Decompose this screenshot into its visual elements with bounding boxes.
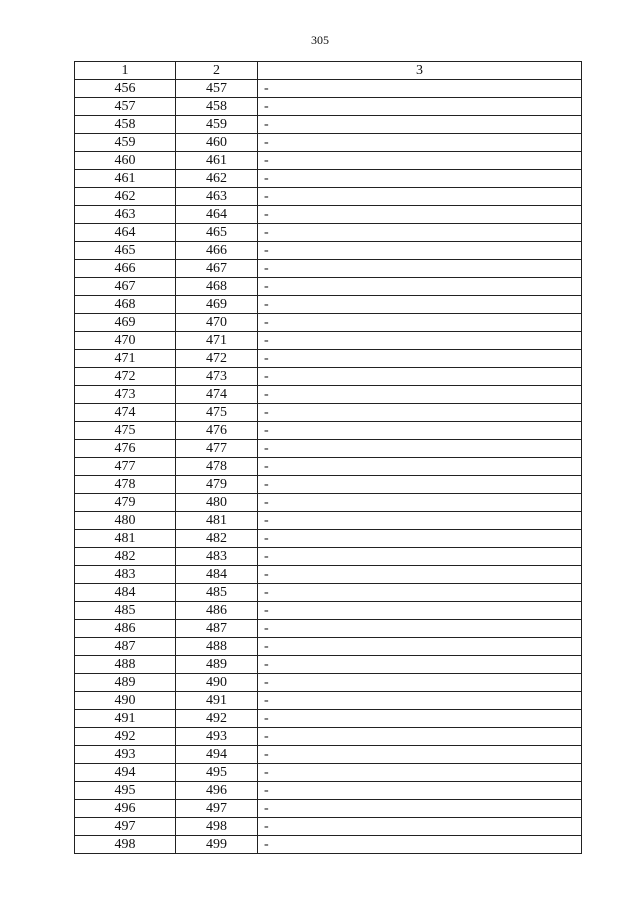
description-cell: - [258, 476, 582, 494]
next-number-cell: 487 [176, 620, 258, 638]
table-row [75, 314, 582, 332]
next-number-cell: 478 [176, 458, 258, 476]
description-cell: - [258, 710, 582, 728]
row-number-cell: 477 [75, 458, 176, 476]
next-number-cell: 477 [176, 440, 258, 458]
table-row [75, 170, 582, 188]
next-number-cell: 491 [176, 692, 258, 710]
table-row [75, 440, 582, 458]
table-row [75, 530, 582, 548]
next-number-cell: 463 [176, 188, 258, 206]
next-number-cell: 498 [176, 818, 258, 836]
row-number-cell: 489 [75, 674, 176, 692]
description-cell: - [258, 224, 582, 242]
description-cell: - [258, 566, 582, 584]
table-row [75, 638, 582, 656]
row-number-cell: 486 [75, 620, 176, 638]
table-row [75, 98, 582, 116]
row-number-cell: 474 [75, 404, 176, 422]
table-body [75, 80, 582, 854]
table-row [75, 746, 582, 764]
next-number-cell: 462 [176, 170, 258, 188]
next-number-cell: 458 [176, 98, 258, 116]
description-cell: - [258, 764, 582, 782]
row-number-cell: 482 [75, 548, 176, 566]
next-number-cell: 474 [176, 386, 258, 404]
row-number-cell: 493 [75, 746, 176, 764]
description-cell: - [258, 422, 582, 440]
description-cell: - [258, 638, 582, 656]
row-number-cell: 462 [75, 188, 176, 206]
next-number-cell: 459 [176, 116, 258, 134]
description-cell: - [258, 278, 582, 296]
row-number-cell: 458 [75, 116, 176, 134]
row-number-cell: 485 [75, 602, 176, 620]
next-number-cell: 496 [176, 782, 258, 800]
table-row [75, 350, 582, 368]
next-number-cell: 467 [176, 260, 258, 278]
table-row [75, 332, 582, 350]
row-number-cell: 480 [75, 512, 176, 530]
description-cell: - [258, 80, 582, 98]
table-row [75, 692, 582, 710]
next-number-cell: 488 [176, 638, 258, 656]
next-number-cell: 483 [176, 548, 258, 566]
table-row [75, 494, 582, 512]
row-number-cell: 492 [75, 728, 176, 746]
next-number-cell: 495 [176, 764, 258, 782]
row-number-cell: 494 [75, 764, 176, 782]
table-row [75, 800, 582, 818]
table-row [75, 548, 582, 566]
table-row [75, 602, 582, 620]
row-number-cell: 490 [75, 692, 176, 710]
table-row [75, 566, 582, 584]
table-row [75, 134, 582, 152]
next-number-cell: 465 [176, 224, 258, 242]
description-cell: - [258, 494, 582, 512]
table-row [75, 188, 582, 206]
description-cell: - [258, 530, 582, 548]
next-number-cell: 481 [176, 512, 258, 530]
next-number-cell: 490 [176, 674, 258, 692]
table-row [75, 764, 582, 782]
next-number-cell: 472 [176, 350, 258, 368]
next-number-cell: 470 [176, 314, 258, 332]
description-cell: - [258, 296, 582, 314]
description-cell: - [258, 170, 582, 188]
table-row [75, 458, 582, 476]
description-cell: - [258, 548, 582, 566]
table-row [75, 818, 582, 836]
next-number-cell: 497 [176, 800, 258, 818]
table-row [75, 206, 582, 224]
table-row [75, 836, 582, 854]
column-header-3: 3 [258, 62, 582, 80]
table-row [75, 116, 582, 134]
table-row [75, 278, 582, 296]
column-header-1: 1 [75, 62, 176, 80]
description-cell: - [258, 314, 582, 332]
next-number-cell: 476 [176, 422, 258, 440]
row-number-cell: 468 [75, 296, 176, 314]
row-number-cell: 465 [75, 242, 176, 260]
next-number-cell: 486 [176, 602, 258, 620]
description-cell: - [258, 620, 582, 638]
description-cell: - [258, 260, 582, 278]
table-row [75, 728, 582, 746]
next-number-cell: 473 [176, 368, 258, 386]
table-row [75, 584, 582, 602]
row-number-cell: 473 [75, 386, 176, 404]
description-cell: - [258, 350, 582, 368]
row-number-cell: 466 [75, 260, 176, 278]
table-row [75, 656, 582, 674]
data-table [74, 61, 582, 854]
description-cell: - [258, 782, 582, 800]
table-row [75, 404, 582, 422]
next-number-cell: 482 [176, 530, 258, 548]
description-cell: - [258, 404, 582, 422]
row-number-cell: 479 [75, 494, 176, 512]
row-number-cell: 476 [75, 440, 176, 458]
description-cell: - [258, 242, 582, 260]
description-cell: - [258, 692, 582, 710]
next-number-cell: 461 [176, 152, 258, 170]
row-number-cell: 484 [75, 584, 176, 602]
table-row [75, 80, 582, 98]
next-number-cell: 464 [176, 206, 258, 224]
row-number-cell: 491 [75, 710, 176, 728]
table-row [75, 242, 582, 260]
row-number-cell: 487 [75, 638, 176, 656]
description-cell: - [258, 116, 582, 134]
description-cell: - [258, 440, 582, 458]
next-number-cell: 494 [176, 746, 258, 764]
description-cell: - [258, 602, 582, 620]
row-number-cell: 475 [75, 422, 176, 440]
description-cell: - [258, 188, 582, 206]
table-row [75, 674, 582, 692]
description-cell: - [258, 584, 582, 602]
description-cell: - [258, 656, 582, 674]
description-cell: - [258, 512, 582, 530]
row-number-cell: 467 [75, 278, 176, 296]
row-number-cell: 488 [75, 656, 176, 674]
table-row [75, 152, 582, 170]
next-number-cell: 484 [176, 566, 258, 584]
row-number-cell: 464 [75, 224, 176, 242]
table-row [75, 224, 582, 242]
row-number-cell: 461 [75, 170, 176, 188]
table-row [75, 476, 582, 494]
next-number-cell: 466 [176, 242, 258, 260]
row-number-cell: 463 [75, 206, 176, 224]
row-number-cell: 470 [75, 332, 176, 350]
next-number-cell: 485 [176, 584, 258, 602]
description-cell: - [258, 134, 582, 152]
description-cell: - [258, 98, 582, 116]
next-number-cell: 460 [176, 134, 258, 152]
row-number-cell: 495 [75, 782, 176, 800]
description-cell: - [258, 368, 582, 386]
row-number-cell: 497 [75, 818, 176, 836]
description-cell: - [258, 818, 582, 836]
table-header-row [75, 62, 582, 80]
next-number-cell: 479 [176, 476, 258, 494]
row-number-cell: 459 [75, 134, 176, 152]
next-number-cell: 475 [176, 404, 258, 422]
next-number-cell: 471 [176, 332, 258, 350]
row-number-cell: 481 [75, 530, 176, 548]
description-cell: - [258, 728, 582, 746]
description-cell: - [258, 836, 582, 854]
table-row [75, 512, 582, 530]
row-number-cell: 456 [75, 80, 176, 98]
description-cell: - [258, 800, 582, 818]
row-number-cell: 460 [75, 152, 176, 170]
next-number-cell: 468 [176, 278, 258, 296]
next-number-cell: 480 [176, 494, 258, 512]
table-row [75, 422, 582, 440]
table-row [75, 620, 582, 638]
row-number-cell: 471 [75, 350, 176, 368]
row-number-cell: 498 [75, 836, 176, 854]
next-number-cell: 492 [176, 710, 258, 728]
description-cell: - [258, 458, 582, 476]
row-number-cell: 496 [75, 800, 176, 818]
description-cell: - [258, 206, 582, 224]
next-number-cell: 499 [176, 836, 258, 854]
table-row [75, 386, 582, 404]
table-row [75, 368, 582, 386]
table-row [75, 296, 582, 314]
table-row [75, 710, 582, 728]
row-number-cell: 483 [75, 566, 176, 584]
description-cell: - [258, 674, 582, 692]
table-row [75, 782, 582, 800]
row-number-cell: 478 [75, 476, 176, 494]
column-header-2: 2 [176, 62, 258, 80]
next-number-cell: 489 [176, 656, 258, 674]
description-cell: - [258, 386, 582, 404]
row-number-cell: 472 [75, 368, 176, 386]
description-cell: - [258, 152, 582, 170]
description-cell: - [258, 332, 582, 350]
next-number-cell: 457 [176, 80, 258, 98]
description-cell: - [258, 746, 582, 764]
next-number-cell: 469 [176, 296, 258, 314]
table-row [75, 260, 582, 278]
row-number-cell: 457 [75, 98, 176, 116]
next-number-cell: 493 [176, 728, 258, 746]
page-number: 305 [311, 33, 329, 47]
row-number-cell: 469 [75, 314, 176, 332]
